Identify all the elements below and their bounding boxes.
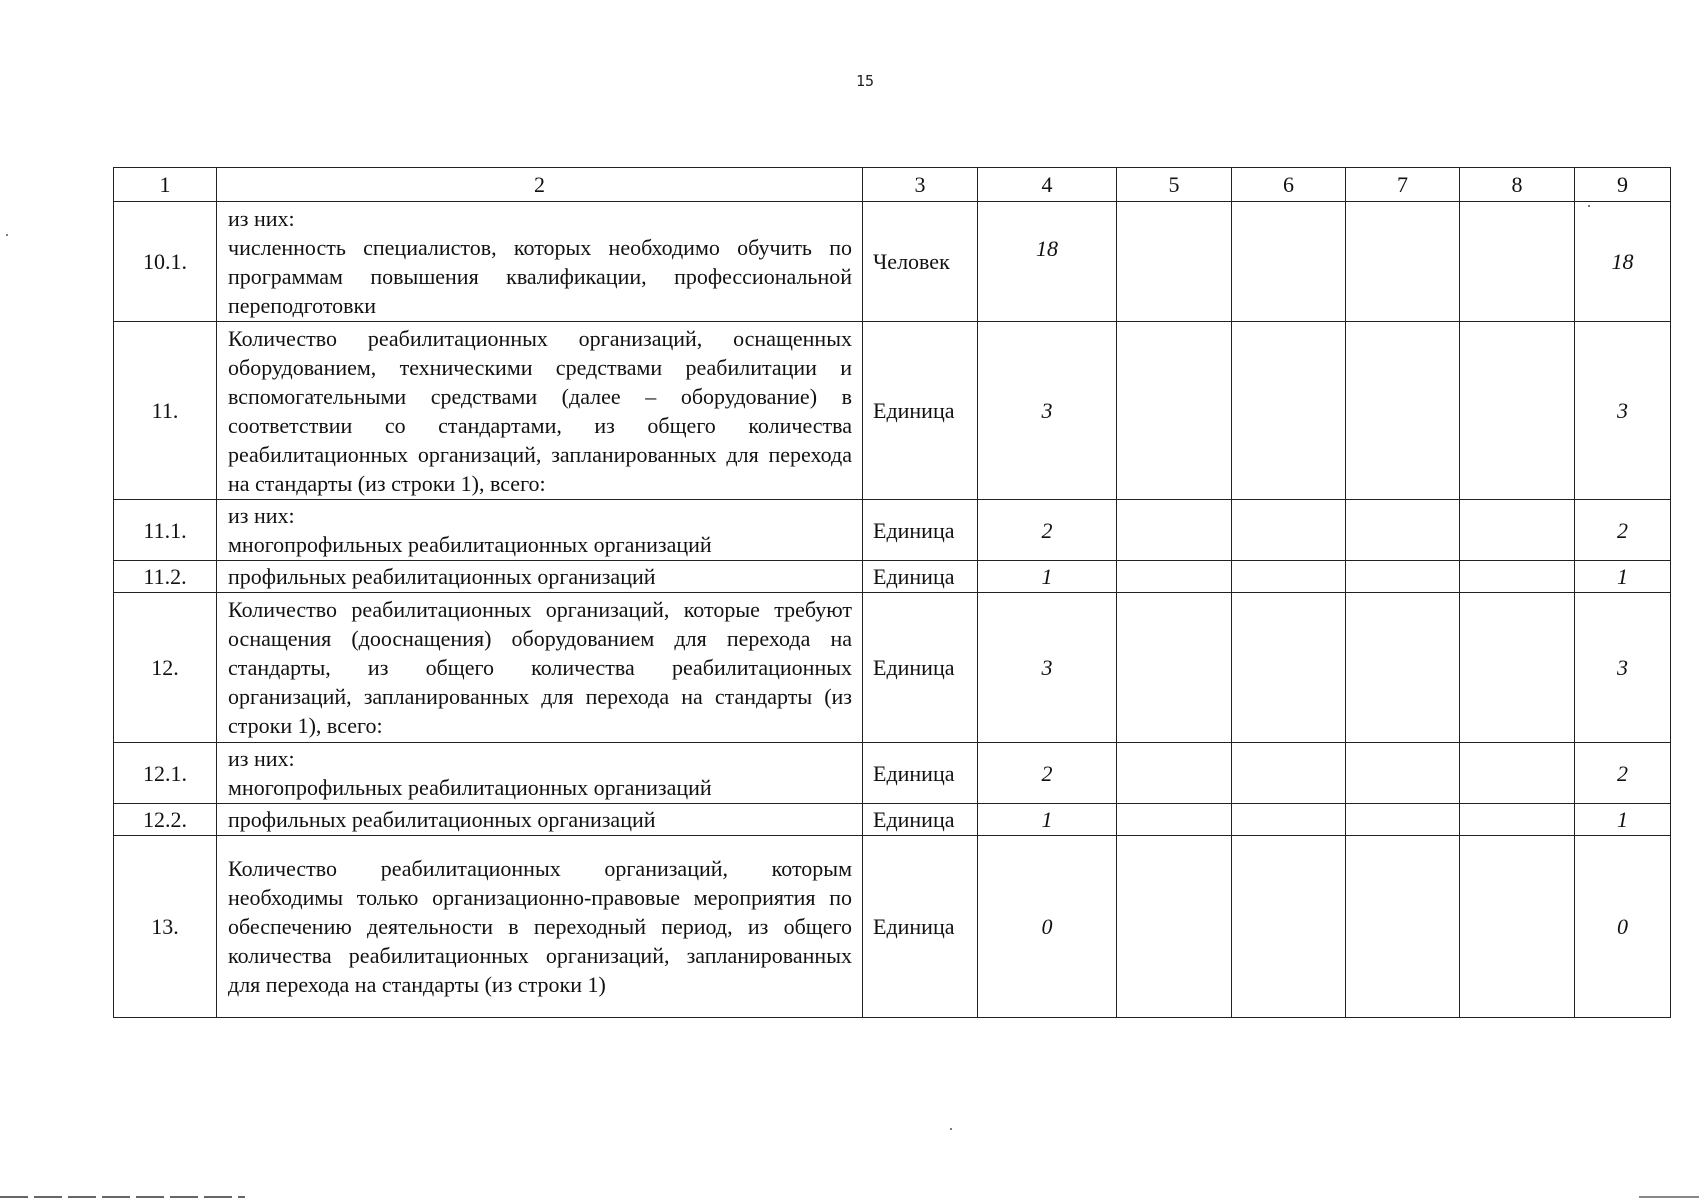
value-col7: [1346, 561, 1460, 593]
unit-cell: Единица: [863, 836, 978, 1018]
row-number: 12.1.: [114, 743, 217, 804]
indicator-name: [217, 202, 863, 322]
indicator-line: профильных реабилитационных организаций: [228, 807, 656, 832]
indicator-line: многопрофильных реабилитационных организаций: [228, 532, 712, 557]
value-col8: [1460, 322, 1575, 500]
scan-speck: [1588, 205, 1590, 207]
column-header: 7: [1346, 168, 1460, 202]
value-col4: 0: [978, 836, 1117, 1018]
value-col5: [1117, 836, 1232, 1018]
table-row: [114, 804, 1671, 836]
indicator-line: Количество реабилитационных организаций, оснащенных оборудованием, техническими средствами реабилитации и вспомогательными средствами (далее – оборудование) в соответствии со стандартами, из общего количества реабилитационных организаций, запланированных для перехода на стандарты (из строки 1), всего:: [228, 325, 852, 496]
table-row: [114, 561, 1671, 593]
value-col7: [1346, 804, 1460, 836]
value-col7: [1346, 593, 1460, 743]
value-col8: [1460, 743, 1575, 804]
value-col5: [1117, 743, 1232, 804]
value-col9: 0: [1575, 836, 1671, 1018]
value-col4: 3: [978, 322, 1117, 500]
value-col8: [1460, 202, 1575, 322]
value-col4: 1: [978, 561, 1117, 593]
value-col5: [1117, 500, 1232, 561]
unit-cell: Единица: [863, 743, 978, 804]
value-col6: [1232, 593, 1346, 743]
column-header: 9: [1575, 168, 1671, 202]
value-col7: [1346, 836, 1460, 1018]
value-col9: 1: [1575, 804, 1671, 836]
table-row: [114, 836, 1671, 1018]
indicator-name: [217, 804, 863, 836]
value-col5: [1117, 593, 1232, 743]
indicator-line: Количество реабилитационных организаций, которые требуют оснащения (дооснащения) оборудованием для перехода на стандарты, из общего количества реабилитационных организаций, запланированных для перехода на стандарты (из строки 1), всего:: [228, 597, 852, 738]
indicator-line: Количество реабилитационных организаций, которым необходимы только организационно-правовые мероприятия по обеспечению деятельности в переходный период, из общего количества реабилитационных организаций, запланированных для перехода на стандарты (из строки 1): [228, 856, 852, 997]
value-col4: 18: [978, 202, 1117, 322]
indicator-name: [217, 593, 863, 743]
indicator-line: численность специалистов, которых необходимо обучить по программам повышения квалификации, профессиональной переподготовки: [228, 234, 852, 318]
indicator-name: [217, 743, 863, 804]
column-header: 3: [863, 168, 978, 202]
value-col8: [1460, 593, 1575, 743]
value-col6: [1232, 804, 1346, 836]
value-col8: [1460, 500, 1575, 561]
value-col9: 3: [1575, 593, 1671, 743]
value-col6: [1232, 322, 1346, 500]
value-col9: 1: [1575, 561, 1671, 593]
value-col5: [1117, 804, 1232, 836]
column-header: 6: [1232, 168, 1346, 202]
row-number: 11.2.: [114, 561, 217, 593]
unit-cell: Единица: [863, 804, 978, 836]
table-row: [114, 593, 1671, 743]
page-number: 15: [855, 72, 875, 90]
value-col7: [1346, 743, 1460, 804]
value-col9: 18: [1575, 202, 1671, 322]
row-number: 13.: [114, 836, 217, 1018]
table-row: [114, 322, 1671, 500]
value-col6: [1232, 836, 1346, 1018]
value-col9: 2: [1575, 500, 1671, 561]
value-col9: 2: [1575, 743, 1671, 804]
value-col6: [1232, 500, 1346, 561]
indicator-line: из них:: [228, 503, 295, 528]
table-row: [114, 202, 1671, 322]
scan-edge-mark: [1639, 1196, 1699, 1198]
scan-speck: [950, 1128, 952, 1130]
unit-cell: Человек: [863, 202, 978, 322]
value-col5: [1117, 322, 1232, 500]
value-col6: [1232, 202, 1346, 322]
column-header: 5: [1117, 168, 1232, 202]
indicator-line: из них:: [228, 746, 295, 771]
indicator-line: из них:: [228, 205, 295, 231]
column-header: 4: [978, 168, 1117, 202]
value-col4: 1: [978, 804, 1117, 836]
value-col4: 2: [978, 743, 1117, 804]
value-col4: 3: [978, 593, 1117, 743]
table-row: [114, 743, 1671, 804]
row-number: 10.1.: [114, 202, 217, 322]
row-number: 11.: [114, 322, 217, 500]
value-col8: [1460, 804, 1575, 836]
value-col8: [1460, 836, 1575, 1018]
indicator-line: профильных реабилитационных организаций: [228, 564, 656, 589]
unit-cell: Единица: [863, 593, 978, 743]
column-header: 1: [114, 168, 217, 202]
indicator-name: [217, 836, 863, 1018]
indicator-line: многопрофильных реабилитационных организаций: [228, 775, 712, 800]
value-col7: [1346, 500, 1460, 561]
value-col9: 3: [1575, 322, 1671, 500]
value-col4: 2: [978, 500, 1117, 561]
indicator-name: [217, 500, 863, 561]
value-col5: [1117, 202, 1232, 322]
value-col6: [1232, 743, 1346, 804]
indicator-name: [217, 561, 863, 593]
row-number: 12.: [114, 593, 217, 743]
row-number: 11.1.: [114, 500, 217, 561]
unit-cell: Единица: [863, 500, 978, 561]
value-col5: [1117, 561, 1232, 593]
indicators-table: [113, 167, 1671, 1018]
value-col7: [1346, 202, 1460, 322]
value-col8: [1460, 561, 1575, 593]
value-col7: [1346, 322, 1460, 500]
scan-speck: [6, 234, 8, 236]
column-header: 2: [217, 168, 863, 202]
value-col6: [1232, 561, 1346, 593]
indicator-name: [217, 322, 863, 500]
column-numbers-row: [114, 168, 1671, 202]
scan-edge-mark: [0, 1196, 245, 1198]
row-number: 12.2.: [114, 804, 217, 836]
column-header: 8: [1460, 168, 1575, 202]
table-row: [114, 500, 1671, 561]
unit-cell: Единица: [863, 322, 978, 500]
unit-cell: Единица: [863, 561, 978, 593]
